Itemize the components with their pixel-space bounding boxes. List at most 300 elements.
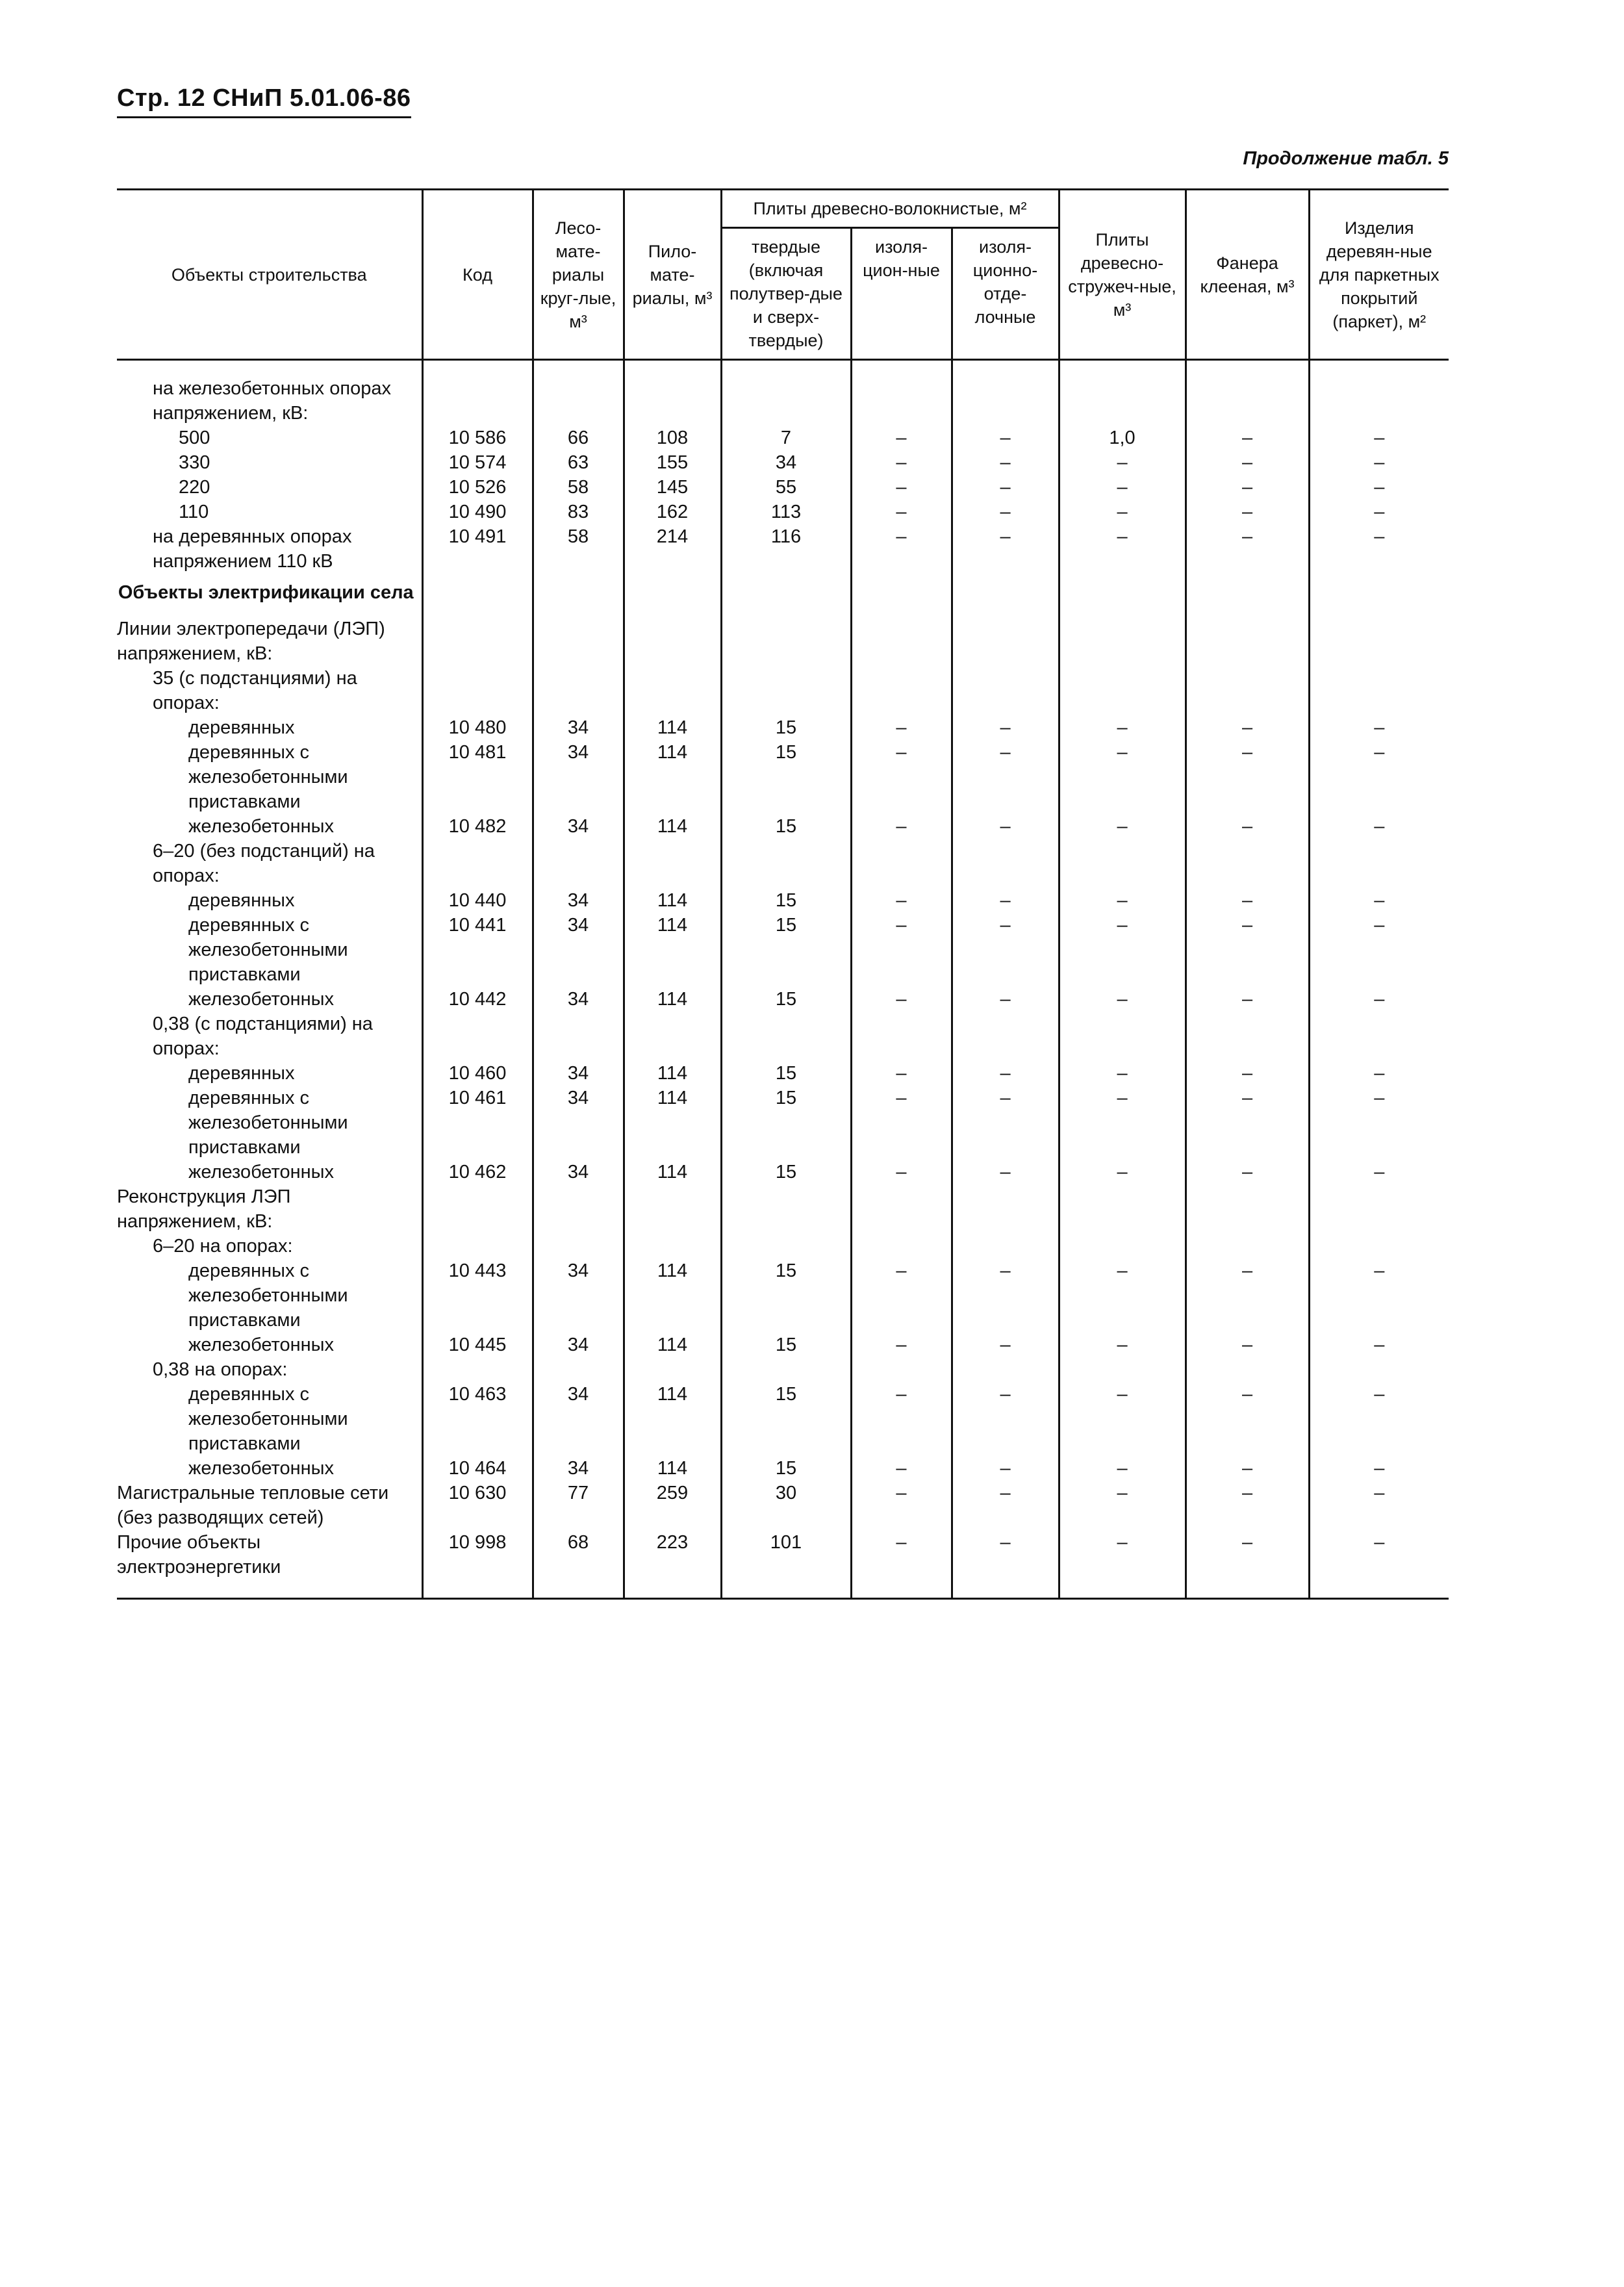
row-code: 10 480 [422,715,533,740]
row-value: 108 [624,426,721,450]
row-value [721,1234,851,1258]
row-value: – [952,1333,1059,1357]
row-value: 259 [624,1481,721,1530]
row-value: – [952,1456,1059,1481]
row-label: на деревянных опорах напряжением 110 кВ [153,526,352,572]
row-value: 114 [624,1086,721,1160]
table-row [117,1258,1449,1333]
row-value [1186,666,1309,715]
row-value [1059,1234,1186,1258]
row-code: 10 442 [422,987,533,1012]
row-value [952,1357,1059,1382]
row-value [533,839,624,888]
row-label: железобетонных [188,1335,334,1355]
row-label-cell [117,500,422,524]
row-label-cell [117,814,422,839]
row-value: – [1309,500,1449,524]
row-value: 15 [721,1456,851,1481]
row-label: 500 [179,428,210,448]
row-value: – [1186,500,1309,524]
row-value: 63 [533,450,624,475]
row-value: 58 [533,524,624,574]
row-label-cell [117,1357,422,1382]
row-value: 114 [624,987,721,1012]
row-value: – [1309,524,1449,574]
row-value [1309,1012,1449,1061]
row-code: 10 481 [422,740,533,814]
row-value: – [851,1481,952,1530]
row-value: – [851,450,952,475]
row-value: 34 [533,1333,624,1357]
row-value: – [1186,1086,1309,1160]
row-value [1059,617,1186,666]
row-value: 15 [721,913,851,987]
row-value: 114 [624,913,721,987]
row-label: Прочие объекты электроэнергетики [117,1532,281,1578]
table-row [117,814,1449,839]
materials-table [117,188,1449,1600]
empty-cell [721,574,851,617]
row-value [1186,360,1309,426]
row-value [721,666,851,715]
section-title-cell [117,574,422,617]
row-value: – [1186,1160,1309,1184]
row-value: – [952,913,1059,987]
row-value: 114 [624,740,721,814]
row-label: Линии электропередачи (ЛЭП) напряжением, кВ: [117,619,385,664]
row-code [422,617,533,666]
row-label-cell [117,1382,422,1456]
table-row [117,1333,1449,1357]
row-value: 1,0 [1059,426,1186,450]
row-value [533,1184,624,1234]
row-value: 15 [721,715,851,740]
row-value [721,360,851,426]
row-label-cell [117,1061,422,1086]
row-code: 10 441 [422,913,533,987]
row-value: – [1309,715,1449,740]
row-value: 15 [721,740,851,814]
row-value: – [1059,450,1186,475]
row-value: – [851,1061,952,1086]
row-value: – [1059,1061,1186,1086]
row-value [952,617,1059,666]
row-value [1186,1234,1309,1258]
row-code: 10 998 [422,1530,533,1599]
row-label-cell [117,1184,422,1234]
materials-table-wrapper [117,188,1449,1600]
row-value: 101 [721,1530,851,1599]
row-value [624,1184,721,1234]
row-value [1059,839,1186,888]
row-value: 114 [624,1456,721,1481]
row-value [624,1012,721,1061]
row-value: 15 [721,888,851,913]
row-value: – [952,1530,1059,1599]
row-value [721,1357,851,1382]
row-value [1309,617,1449,666]
row-label-cell [117,666,422,715]
row-value [533,360,624,426]
row-value: – [1186,888,1309,913]
row-label-cell [117,839,422,888]
table-row [117,1382,1449,1456]
row-value: 114 [624,1061,721,1086]
table-body [117,360,1449,1599]
row-value: – [952,1086,1059,1160]
row-label-cell [117,1234,422,1258]
row-label-cell [117,740,422,814]
row-value [721,1184,851,1234]
row-value: – [952,1160,1059,1184]
row-code: 10 491 [422,524,533,574]
table-row [117,1530,1449,1599]
row-label: 330 [179,452,210,473]
row-code: 10 445 [422,1333,533,1357]
col-plywood: Фанера клееная, м³ [1186,190,1309,360]
row-value: – [952,426,1059,450]
row-value: – [952,524,1059,574]
empty-cell [952,574,1059,617]
col-fiber-hard: твердые (включая полутвер-дые и сверх-твердые) [721,228,851,360]
table-continuation-label: Продолжение табл. 5 [1243,148,1449,169]
row-value: – [1186,1530,1309,1599]
row-value [1186,1012,1309,1061]
row-value: – [1059,475,1186,500]
row-label-cell [117,1160,422,1184]
row-value: 34 [721,450,851,475]
row-code [422,839,533,888]
row-label: железобетонных [188,989,334,1010]
col-chipboard: Плиты древесно-стружеч-ные, м³ [1059,190,1186,360]
row-value [1059,1184,1186,1234]
table-row [117,1234,1449,1258]
row-label-cell [117,426,422,450]
row-label-cell [117,987,422,1012]
row-value: 214 [624,524,721,574]
row-value: – [1309,888,1449,913]
row-code: 10 574 [422,450,533,475]
row-value [952,1234,1059,1258]
empty-cell [624,574,721,617]
row-code: 10 461 [422,1086,533,1160]
row-value: – [851,1086,952,1160]
row-value: – [952,1382,1059,1456]
empty-cell [1059,574,1186,617]
row-value: 15 [721,987,851,1012]
row-value: – [851,715,952,740]
table-row [117,500,1449,524]
row-value: – [1059,888,1186,913]
row-code: 10 460 [422,1061,533,1086]
row-value: – [1309,426,1449,450]
row-value: – [1309,1382,1449,1456]
row-value: 34 [533,1086,624,1160]
row-value: – [952,1061,1059,1086]
row-label: деревянных с железобетонными приставками [188,742,348,812]
table-row [117,839,1449,888]
row-value [1186,1357,1309,1382]
row-value [1309,839,1449,888]
row-label: 6–20 (без подстанций) на опорах: [153,841,375,886]
row-value [851,666,952,715]
row-label: железобетонных [188,1458,334,1479]
row-value: – [1309,1456,1449,1481]
row-label: деревянных [188,717,295,738]
row-label: деревянных с железобетонными приставками [188,1088,348,1158]
row-code: 10 440 [422,888,533,913]
row-label-cell [117,1481,422,1530]
empty-cell [1309,574,1449,617]
row-value [1059,1012,1186,1061]
table-row [117,715,1449,740]
row-value: 114 [624,1333,721,1357]
row-value: 223 [624,1530,721,1599]
row-value [952,1012,1059,1061]
row-value: – [952,715,1059,740]
row-value: 34 [533,715,624,740]
row-value [624,666,721,715]
row-label-cell [117,715,422,740]
row-label: деревянных [188,890,295,911]
row-value: – [1186,1061,1309,1086]
row-code: 10 463 [422,1382,533,1456]
row-value: – [1186,1481,1309,1530]
table-row [117,740,1449,814]
row-code: 10 526 [422,475,533,500]
row-value [952,360,1059,426]
row-value: 155 [624,450,721,475]
row-value: – [851,740,952,814]
row-label-cell [117,1530,422,1599]
row-value: – [1309,1530,1449,1599]
row-value: 15 [721,1061,851,1086]
row-value: 66 [533,426,624,450]
row-value: – [851,987,952,1012]
section-row [117,574,1449,617]
empty-cell [533,574,624,617]
row-value: – [1186,426,1309,450]
row-value [952,839,1059,888]
row-value: – [1309,475,1449,500]
row-label: 0,38 (с подстанциями) на опорах: [153,1014,373,1059]
row-value: – [1186,715,1309,740]
table-row [117,987,1449,1012]
table-row [117,1357,1449,1382]
row-code [422,1357,533,1382]
row-value [1309,360,1449,426]
table-row [117,1012,1449,1061]
row-label: Реконструкция ЛЭП напряжением, кВ: [117,1186,291,1232]
row-code: 10 462 [422,1160,533,1184]
row-label-cell [117,888,422,913]
table-row [117,617,1449,666]
table-row [117,450,1449,475]
row-value: – [952,1258,1059,1333]
row-label-cell [117,360,422,426]
row-value: – [851,475,952,500]
empty-cell [1186,574,1309,617]
row-value: 34 [533,1160,624,1184]
row-value [721,617,851,666]
row-value: 77 [533,1481,624,1530]
row-value: 114 [624,715,721,740]
col-objects: Объекты строительства [117,190,422,360]
row-value: 68 [533,1530,624,1599]
row-value [851,1357,952,1382]
row-value [851,617,952,666]
row-value: – [1309,1061,1449,1086]
col-fiber-insul: изоля-цион-ные [851,228,952,360]
row-value: – [1186,1382,1309,1456]
row-value: – [952,740,1059,814]
row-value: 114 [624,1160,721,1184]
row-value: – [1309,450,1449,475]
col-round-timber: Лесо-мате-риалы круг-лые, м³ [533,190,624,360]
row-value [533,666,624,715]
table-row [117,913,1449,987]
row-value: – [1059,1481,1186,1530]
row-value [952,1184,1059,1234]
row-value [533,617,624,666]
row-value: – [851,500,952,524]
row-label: деревянных с железобетонными приставками [188,1384,348,1454]
row-label: на железобетонных опорах напряжением, кВ: [153,378,391,424]
row-value: 15 [721,1258,851,1333]
row-value: – [1186,475,1309,500]
row-label: 35 (с подстанциями) на опорах: [153,668,357,713]
row-value [952,666,1059,715]
row-label-cell [117,617,422,666]
row-code: 10 443 [422,1258,533,1333]
row-label-cell [117,450,422,475]
row-value [624,617,721,666]
row-value: 34 [533,1382,624,1456]
row-value: 116 [721,524,851,574]
row-value: 34 [533,814,624,839]
row-value: – [1186,1456,1309,1481]
row-value: – [1059,1530,1186,1599]
table-row [117,888,1449,913]
row-value: – [851,888,952,913]
row-value: – [1309,1258,1449,1333]
row-value: – [952,500,1059,524]
row-value: 7 [721,426,851,450]
row-code [422,360,533,426]
row-value: – [952,450,1059,475]
row-value: – [1309,814,1449,839]
row-label-cell [117,1258,422,1333]
row-value: 113 [721,500,851,524]
row-label: железобетонных [188,816,334,837]
row-value: 34 [533,987,624,1012]
row-label: 0,38 на опорах: [153,1359,288,1380]
row-value [851,1012,952,1061]
table-row [117,1061,1449,1086]
table-row [117,524,1449,574]
row-value [1309,666,1449,715]
row-label-cell [117,1456,422,1481]
row-value: – [851,1160,952,1184]
row-label: деревянных с железобетонными приставками [188,915,348,985]
row-value: 15 [721,1382,851,1456]
row-value: – [1309,987,1449,1012]
col-fiberboard-group: Плиты древесно-волокнистые, м² [721,190,1059,228]
row-value [1309,1184,1449,1234]
row-value: – [851,1456,952,1481]
row-label: 6–20 на опорах: [153,1236,293,1257]
row-value: – [851,1530,952,1599]
row-value: – [851,814,952,839]
page-header: Стр. 12 СНиП 5.01.06-86 [117,84,411,118]
row-value: – [1186,450,1309,475]
row-code [422,1234,533,1258]
row-value: – [1059,987,1186,1012]
row-code [422,1012,533,1061]
row-value: 34 [533,1258,624,1333]
row-value [624,1357,721,1382]
row-value: – [1309,740,1449,814]
table-row [117,360,1449,426]
row-value: – [952,888,1059,913]
row-code: 10 464 [422,1456,533,1481]
row-value: – [851,913,952,987]
row-value: 34 [533,1061,624,1086]
row-value [533,1012,624,1061]
row-value: 34 [533,1456,624,1481]
row-value: 34 [533,740,624,814]
row-value: – [1309,1481,1449,1530]
row-label: 110 [179,502,209,522]
row-value: 55 [721,475,851,500]
row-value: – [1309,1333,1449,1357]
row-value: – [1059,913,1186,987]
row-value: 114 [624,888,721,913]
row-code [422,1184,533,1234]
table-row [117,1456,1449,1481]
row-value [533,1234,624,1258]
row-value: 34 [533,888,624,913]
row-value: – [1186,524,1309,574]
row-value [851,1184,952,1234]
col-code: Код [422,190,533,360]
row-value: 162 [624,500,721,524]
row-label-cell [117,1012,422,1061]
row-value [1186,839,1309,888]
row-code: 10 490 [422,500,533,524]
row-value: 114 [624,814,721,839]
row-value: – [952,1481,1059,1530]
row-value: – [1186,814,1309,839]
row-label-cell [117,913,422,987]
table-header [117,190,1449,360]
row-value: 30 [721,1481,851,1530]
row-value: – [1059,740,1186,814]
row-value [624,839,721,888]
row-value: – [1059,1160,1186,1184]
row-value: – [1059,1382,1186,1456]
row-value [1186,617,1309,666]
col-fiber-insul-finish: изоля-ционно-отде-лочные [952,228,1059,360]
row-label-cell [117,1333,422,1357]
row-value: – [1186,1333,1309,1357]
row-value: 58 [533,475,624,500]
row-label-cell [117,1086,422,1160]
row-value: – [1059,814,1186,839]
row-value [624,360,721,426]
row-value [1186,1184,1309,1234]
row-value [1059,666,1186,715]
